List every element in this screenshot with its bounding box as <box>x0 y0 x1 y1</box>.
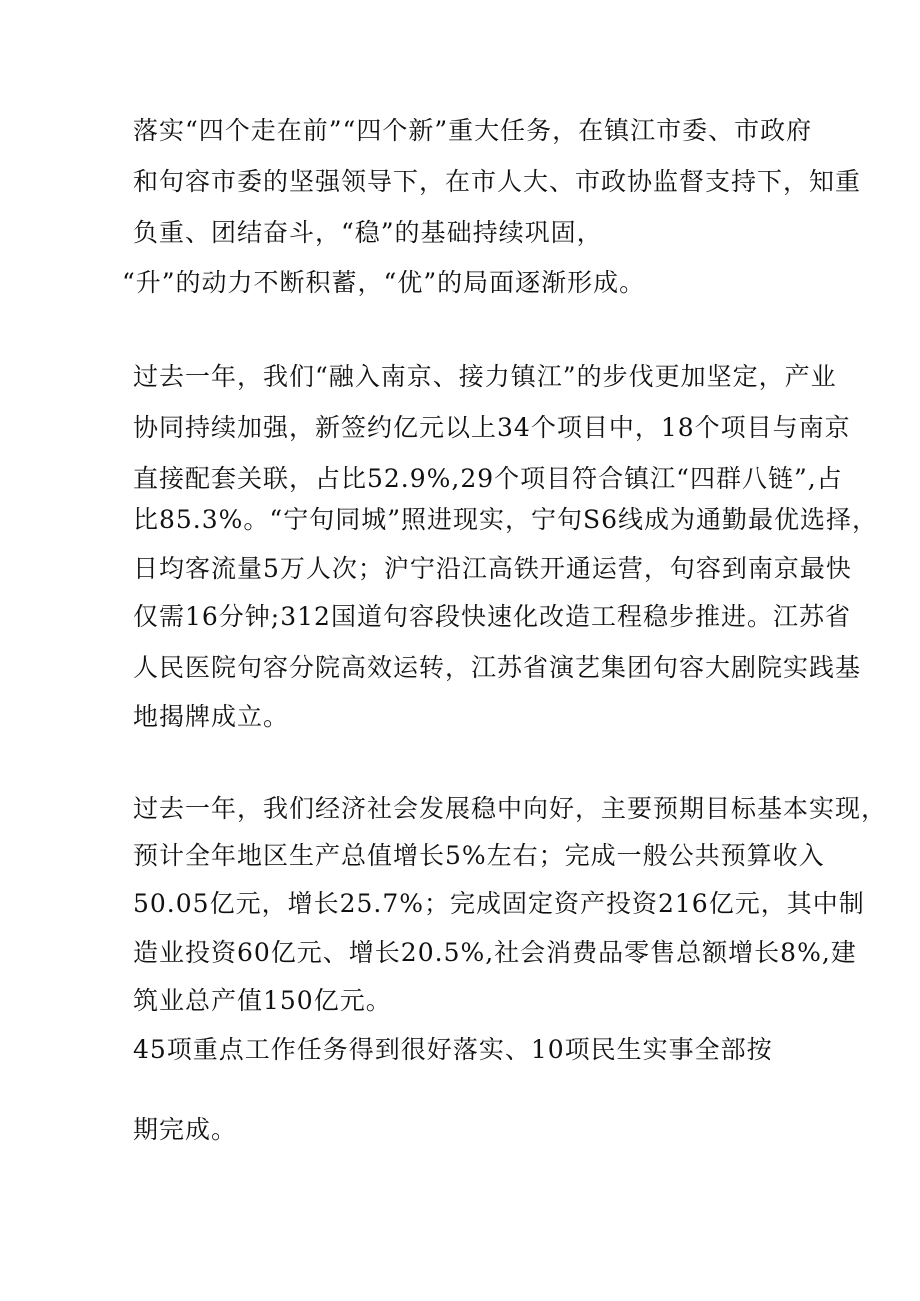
paragraph-2-line-7: 人民医院句容分院高效运转，江苏省演艺集团句容大剧院实践基 <box>133 653 862 682</box>
paragraph-2-line-8: 地揭牌成立。 <box>133 702 290 731</box>
paragraph-2-line-5: 日均客流量5万人次；沪宁沿江高铁开通运营，句容到南京最快 <box>133 554 852 583</box>
paragraph-1-line-1: 落实“四个走在前”“四个新”重大任务，在镇江市委、市政府 <box>133 116 813 145</box>
paragraph-3-line-3: 50.05亿元，增长25.7%；完成固定资产投资216亿元，其中制 <box>133 889 865 918</box>
paragraph-2-line-2: 协同持续加强，新签约亿元以上34个项目中，18个项目与南京 <box>133 413 851 442</box>
paragraph-3-line-2: 预计全年地区生产总值增长5%左右；完成一般公共预算收入 <box>133 841 825 870</box>
paragraph-3-line-1: 过去一年，我们经济社会发展稳中向好，主要预期目标基本实现， <box>133 794 888 823</box>
paragraph-2-line-3: 直接配套关联，占比52.9%,29个项目符合镇江“四群八链”,占 <box>133 464 843 493</box>
paragraph-3-line-4: 造业投资60亿元、增长20.5%,社会消费品零售总额增长8%,建 <box>133 938 857 967</box>
paragraph-3-line-5: 筑业总产值150亿元。 <box>133 986 392 1015</box>
paragraph-3-line-7: 期完成。 <box>133 1115 238 1144</box>
paragraph-2-line-4: 比85.3%。“宁句同城”照进现实，宁句S6线成为通勤最优选择， <box>133 505 879 534</box>
paragraph-2-line-1: 过去一年，我们“融入南京、接力镇江”的步伐更加坚定，产业 <box>133 362 837 391</box>
paragraph-1-line-2: 和句容市委的坚强领导下，在市人大、市政协监督支持下，知重 <box>133 167 862 196</box>
paragraph-1-line-3: 负重、团结奋斗，“稳”的基础持续巩固， <box>133 218 603 247</box>
paragraph-3-line-6: 45项重点工作任务得到很好落实、10项民生实事全部按 <box>133 1035 773 1064</box>
paragraph-1-line-4: “升”的动力不断积蓄，“优”的局面逐渐形成。 <box>122 268 646 297</box>
paragraph-2-line-6: 仅需16分钟;312国道句容段快速化改造工程稳步推进。江苏省 <box>133 602 851 631</box>
